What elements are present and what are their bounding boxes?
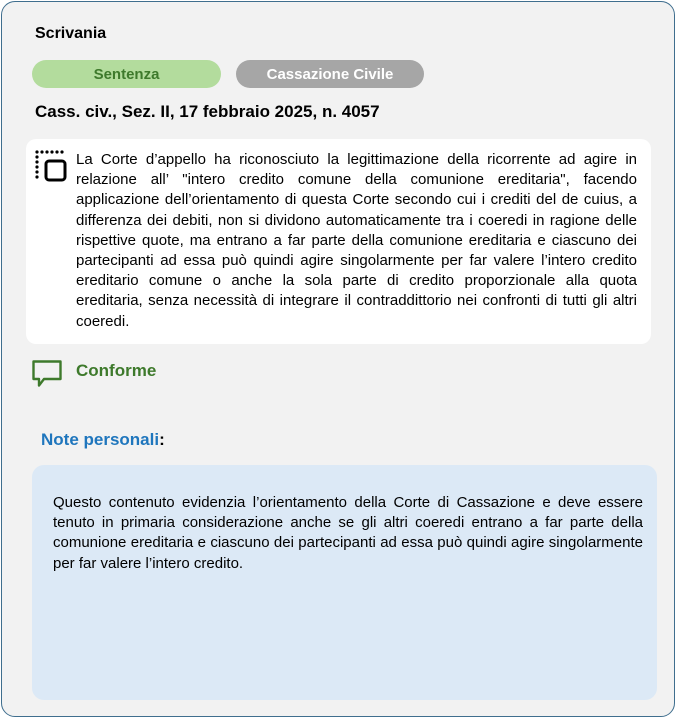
tag-cassazione-civile[interactable]: Cassazione Civile	[236, 60, 424, 88]
tag-sentenza[interactable]: Sentenza	[32, 60, 221, 88]
desk-card	[1, 1, 675, 717]
notes-heading-colon: :	[159, 430, 165, 449]
notes-heading-text: Note personali	[41, 430, 160, 449]
personal-notes-text: Questo contenuto evidenzia l’orientamento della Corte di Cassazione e deve essere tenuto in primaria considerazione anche se gli altri coeredi entrano a far parte della comunione ereditaria e ciascuno dei partecipanti ad essa può quindi agire singolarmente per far valere l’intero credito.	[53, 494, 643, 572]
personal-notes-field[interactable]	[32, 465, 657, 700]
summary-box	[26, 139, 651, 344]
notes-heading	[41, 430, 165, 450]
citation-heading: Cass. civ., Sez. II, 17 febbraio 2025, n. 4057	[35, 102, 380, 121]
focus-square-icon	[35, 150, 67, 182]
summary-text: La Corte d’appello ha riconosciuto la legittimazione della ricorrente ad agire in relazione all’ "intero credito comune della comunione ereditaria", facendo applicazione dell’orientamento di questa Corte secondo cui i crediti del de cuius, a differenza dei debiti, non si dividono automaticamente tra i coeredi in ragione delle rispettive quote, ma entrano a far parte della comunione ereditaria e ciascuno dei partecipanti ad essa può quindi agire singolarmente per far valere l’intero credito ereditario comune o anche la sola parte di credito proporzionale alla quota ereditaria, senza necessità di integrare il contraddittorio nei confronti di tutti gli altri coeredi.	[76, 151, 637, 330]
page-title: Scrivania	[35, 25, 107, 42]
speech-bubble-icon	[31, 359, 63, 389]
status-conforme: Conforme	[76, 361, 157, 380]
